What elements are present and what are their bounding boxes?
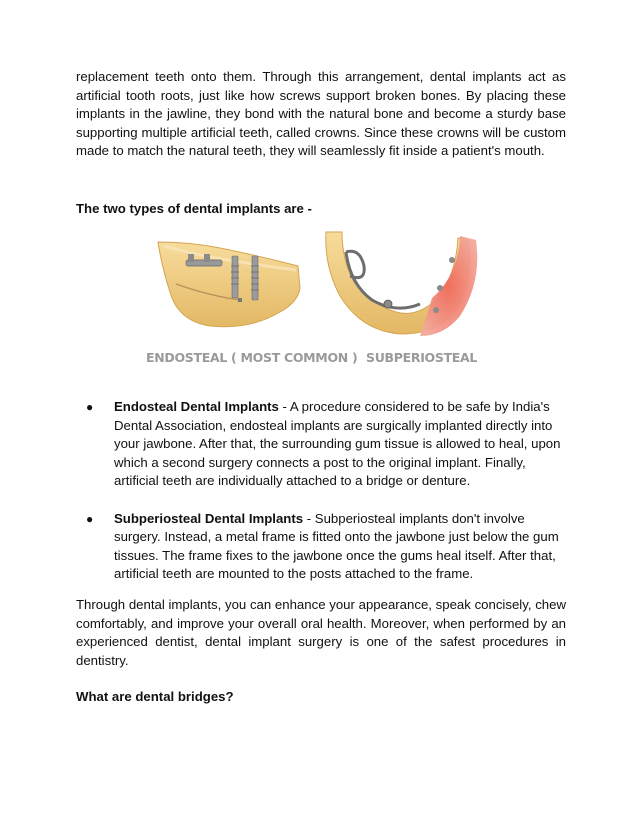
bullet-icon: ● (86, 511, 94, 526)
list-item (76, 398, 574, 491)
endosteal-caption: ENDOSTEAL ( MOST COMMON ) (146, 350, 358, 365)
subperiosteal-caption: SUBPERIOSTEAL (366, 350, 478, 365)
list-item (76, 510, 574, 584)
implant-types-figure (140, 226, 485, 376)
bullet-text: - Subperiosteal implants don't involve surgery. Instead, a metal frame is fitted onto the jawbone just below the gum tissues. The frame fixes to the jawbone once the gums heal itself. After that, artificial teeth are mounted to the posts attached to the frame. (114, 510, 559, 582)
intro-paragraph: replacement teeth onto them. Through this arrangement, dental implants act as artificial tooth roots, just like how screws support broken bones. By placing these implants in the jawline, they bond with the natural bone and become a sturdy base supporting multiple artificial teeth, called crowns. Since these crowns will be custom made to match the natural teeth, they will seamlessly fit inside a patient's mouth. (76, 69, 566, 159)
bullet-text: - A procedure considered to be safe by India's Dental Association, endosteal implants are surgically implanted directly into your jawbone. After that, the surrounding gum tissue is allowed to heal, upon which a second surgery connects a post to the original implant. Finally, artificial teeth are individually attached to a bridge or denture. (114, 399, 561, 489)
bullet-icon: ● (86, 400, 94, 414)
closing-paragraph: Through dental implants, you can enhance your appearance, speak concisely, chew comfortably, and improve your overall oral health. Moreover, when performed by an experienced dentist, dental implant surgery is one of the safest procedures in dentistry. (76, 597, 566, 668)
bridges-heading: What are dental bridges? (76, 689, 234, 704)
bullet-title: Endosteal Dental Implants (114, 399, 279, 414)
bullet-title: Subperiosteal Dental Implants (114, 510, 304, 526)
subperiosteal-jaw-drawing (326, 232, 478, 336)
types-heading: The two types of dental implants are - (76, 201, 312, 216)
endosteal-jaw-drawing (158, 242, 300, 327)
implant-types-list (76, 398, 574, 603)
implant-illustration (140, 226, 485, 376)
